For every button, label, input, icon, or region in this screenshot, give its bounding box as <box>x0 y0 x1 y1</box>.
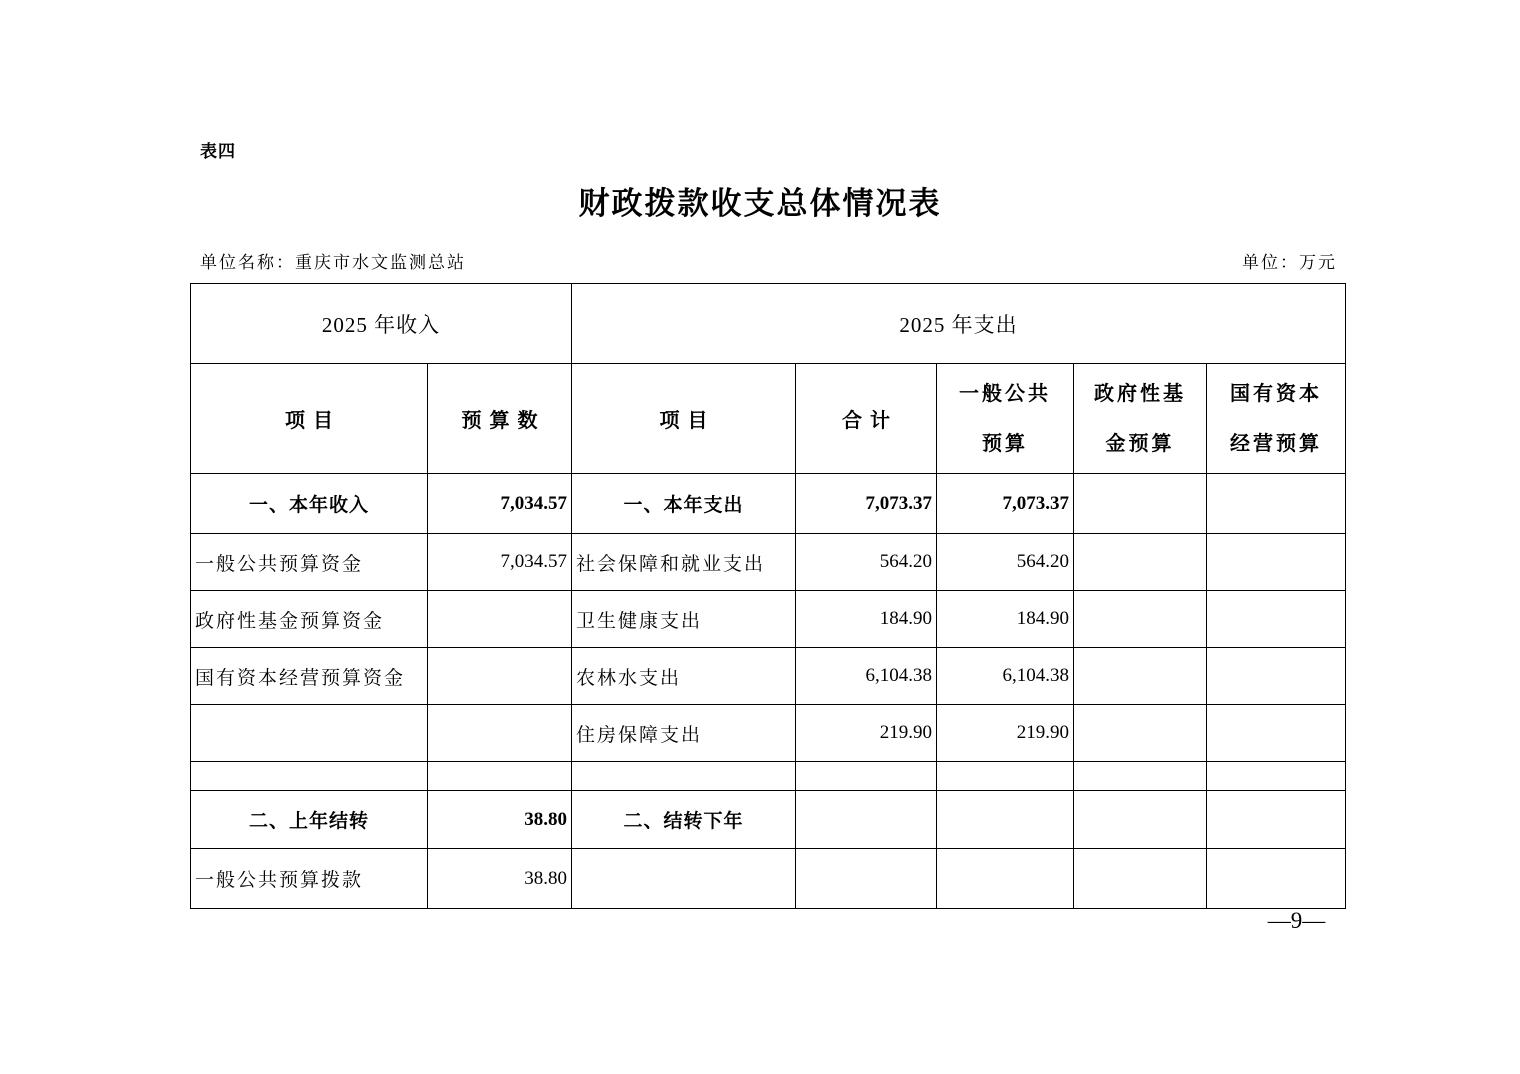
table-cell <box>428 762 572 791</box>
header-line: 经营预算 <box>1230 432 1323 455</box>
table-cell <box>1207 591 1346 648</box>
header-line: 一般公共 <box>959 382 1051 405</box>
table-cell: 219.90 <box>796 705 937 762</box>
table-row <box>191 849 1346 909</box>
table-cell <box>1207 762 1346 791</box>
column-header-total: 合计 <box>796 364 937 474</box>
table-cell <box>796 762 937 791</box>
header-line: 金预算 <box>1105 432 1175 455</box>
table-cell: 一、本年支出 <box>572 474 796 534</box>
table-row-carryover-totals <box>191 791 1346 849</box>
table-cell <box>1207 791 1346 849</box>
table-cell <box>428 648 572 705</box>
group-header-income: 2025 年收入 <box>191 284 572 364</box>
table-cell <box>937 791 1074 849</box>
table-cell: 住房保障支出 <box>572 705 796 762</box>
table-cell: 农林水支出 <box>572 648 796 705</box>
header-line: 国有资本 <box>1230 382 1323 405</box>
table-cell: 7,073.37 <box>937 474 1074 534</box>
table-cell <box>937 762 1074 791</box>
table-cell <box>1074 474 1207 534</box>
table-number-label: 表四 <box>200 142 236 161</box>
table-cell <box>191 705 428 762</box>
table-cell: 564.20 <box>796 534 937 591</box>
table-cell <box>572 849 796 909</box>
table-cell <box>796 791 937 849</box>
table-cell: 二、结转下年 <box>572 791 796 849</box>
column-header-state-capital-budget <box>1207 364 1346 474</box>
table-cell: 38.80 <box>428 849 572 909</box>
fiscal-appropriation-table <box>190 283 1346 909</box>
table-cell: 一般公共预算拨款 <box>191 849 428 909</box>
table-cell: 二、上年结转 <box>191 791 428 849</box>
table-cell <box>1074 705 1207 762</box>
table-cell <box>1207 849 1346 909</box>
table-cell <box>191 762 428 791</box>
table-cell: 政府性基金预算资金 <box>191 591 428 648</box>
table-cell: 7,034.57 <box>428 474 572 534</box>
table-cell: 国有资本经营预算资金 <box>191 648 428 705</box>
header-line: 预算 <box>982 432 1028 455</box>
page-title: 财政拨款收支总体情况表 <box>578 186 942 221</box>
header-line: 政府性基 <box>1094 382 1186 405</box>
table-cell <box>937 849 1074 909</box>
currency-unit-label: 单位：万元 <box>1242 253 1337 272</box>
table-cell <box>1207 705 1346 762</box>
table-cell <box>572 762 796 791</box>
table-row <box>191 648 1346 705</box>
table-cell: 6,104.38 <box>796 648 937 705</box>
table-cell <box>1207 534 1346 591</box>
table-cell: 社会保障和就业支出 <box>572 534 796 591</box>
table-cell: 564.20 <box>937 534 1074 591</box>
table-cell <box>428 591 572 648</box>
table-cell <box>1207 648 1346 705</box>
table-cell: 219.90 <box>937 705 1074 762</box>
unit-name-label: 单位名称：重庆市水文监测总站 <box>200 253 466 272</box>
table-row <box>191 534 1346 591</box>
table-cell: 38.80 <box>428 791 572 849</box>
table-cell <box>1074 648 1207 705</box>
table-cell: 7,034.57 <box>428 534 572 591</box>
column-header-expense-item: 项目 <box>572 364 796 474</box>
table-cell: 一、本年收入 <box>191 474 428 534</box>
table-cell: 6,104.38 <box>937 648 1074 705</box>
column-header-general-public-budget <box>937 364 1074 474</box>
table-cell: 卫生健康支出 <box>572 591 796 648</box>
table-row-spacer <box>191 762 1346 791</box>
table-cell: 7,073.37 <box>796 474 937 534</box>
table-row-current-year-totals <box>191 474 1346 534</box>
table-cell <box>1074 591 1207 648</box>
group-header-row <box>191 284 1346 364</box>
table-cell <box>1207 474 1346 534</box>
group-header-expense: 2025 年支出 <box>572 284 1346 364</box>
table-cell: 184.90 <box>796 591 937 648</box>
table-cell <box>1074 762 1207 791</box>
column-header-income-item: 项目 <box>191 364 428 474</box>
table-cell: 一般公共预算资金 <box>191 534 428 591</box>
page-number: —9— <box>1267 908 1326 933</box>
table-cell <box>796 849 937 909</box>
column-header-gov-fund-budget <box>1074 364 1207 474</box>
table-cell <box>1074 534 1207 591</box>
table-cell: 184.90 <box>937 591 1074 648</box>
column-header-income-budget: 预算数 <box>428 364 572 474</box>
table-cell <box>1074 849 1207 909</box>
table-row <box>191 591 1346 648</box>
meta-row <box>200 248 1337 273</box>
table-cell <box>428 705 572 762</box>
table-row <box>191 705 1346 762</box>
column-header-row <box>191 364 1346 474</box>
table-cell <box>1074 791 1207 849</box>
